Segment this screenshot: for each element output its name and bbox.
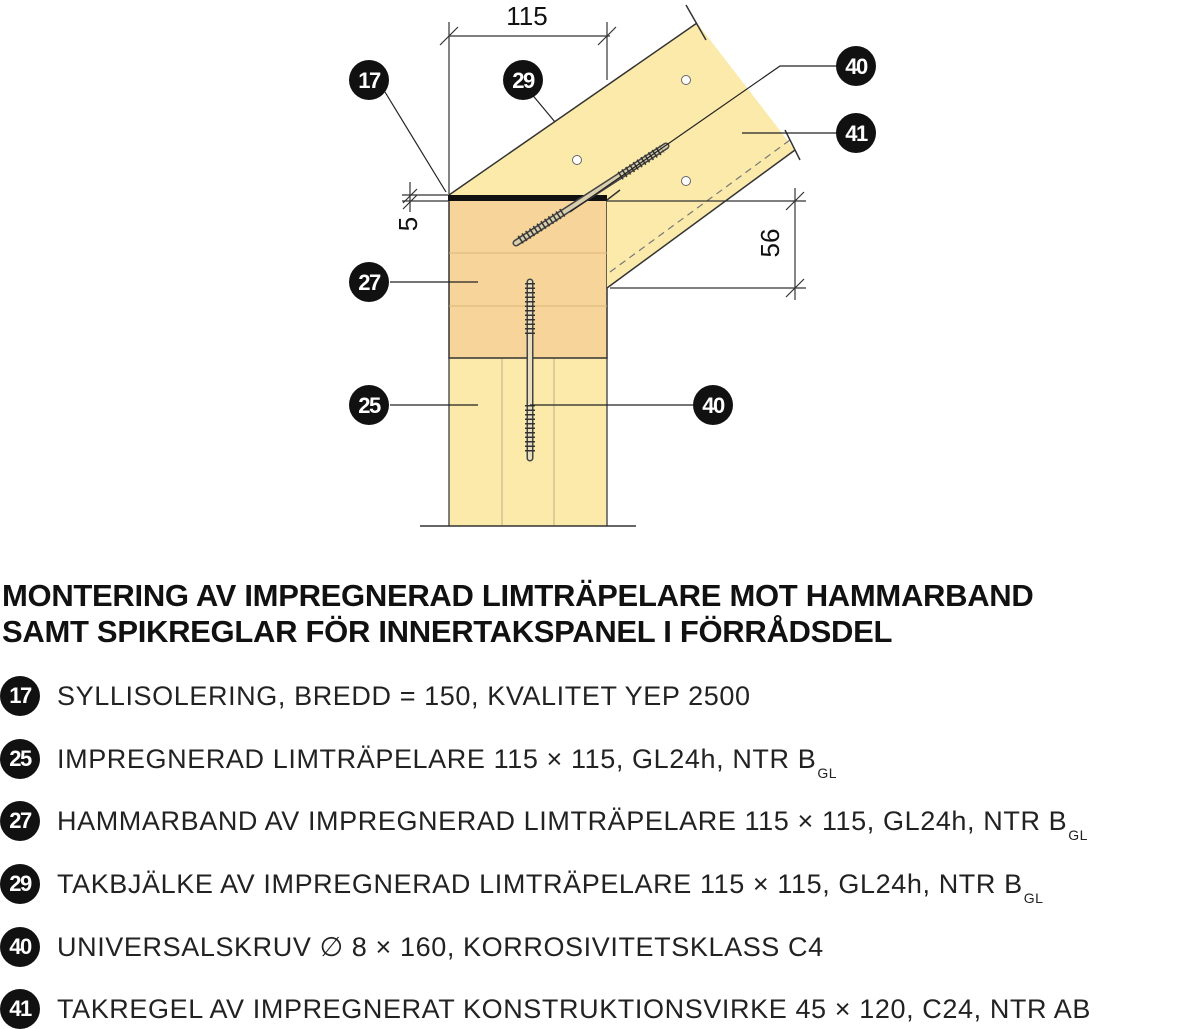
svg-text:41: 41 xyxy=(845,121,867,146)
title-line-2: SAMT SPIKREGLAR FÖR INNERTAKSPANEL I FÖRRÅDSDEL xyxy=(2,614,893,649)
callout-40-bottom xyxy=(693,385,733,425)
callout-29 xyxy=(503,60,543,100)
callout-41 xyxy=(836,113,876,153)
dowel-hole xyxy=(682,76,691,85)
legend-subscript: GL xyxy=(817,764,838,781)
legend-label: TAKREGEL AV IMPREGNERAT KONSTRUKTIONSVIRKE 45 × 120, C24, NTR AB xyxy=(57,993,1091,1024)
legend-label: HAMMARBAND AV IMPREGNERAD LIMTRÄPELARE 115 × 115, GL24h, NTR B xyxy=(57,805,1068,836)
svg-text:27: 27 xyxy=(358,270,380,295)
dimension-115-label: 115 xyxy=(506,1,548,31)
legend-item-29 xyxy=(0,864,1043,904)
callout-27 xyxy=(349,262,389,302)
legend-label: TAKBJÄLKE AV IMPREGNERAD LIMTRÄPELARE 115 × 115, GL24h, NTR B xyxy=(57,868,1023,899)
legend-badge: 27 xyxy=(0,801,40,841)
title-line-1: MONTERING AV IMPREGNERAD LIMTRÄPELARE MOT HAMMARBAND xyxy=(2,578,1034,613)
legend-subscript: GL xyxy=(1068,826,1088,843)
legend-badge: 17 xyxy=(0,676,40,716)
legend-label: SYLLISOLERING, BREDD = 150, KVALITET YEP 2500 xyxy=(57,680,751,711)
legend-text xyxy=(57,805,1088,843)
svg-text:25: 25 xyxy=(358,393,380,418)
legend-subscript: GL xyxy=(1023,889,1044,906)
svg-text:17: 17 xyxy=(358,68,380,93)
legend-text xyxy=(57,868,1044,906)
legend-label: UNIVERSALSKRUV ∅ 8 × 160, KORROSIVITETSKLASS C4 xyxy=(57,931,824,962)
legend-label: IMPREGNERAD LIMTRÄPELARE 115 × 115, GL24h, NTR B xyxy=(57,743,817,774)
legend-text xyxy=(57,932,824,963)
legend-badge: 41 xyxy=(0,989,40,1029)
callout-40-top xyxy=(836,46,876,86)
legend-item-40 xyxy=(0,927,824,967)
legend-item-25 xyxy=(0,739,837,779)
dimension-56-label: 56 xyxy=(754,228,785,258)
callout-17 xyxy=(349,60,389,100)
svg-text:40: 40 xyxy=(845,54,867,79)
legend-item-27 xyxy=(0,801,1088,841)
dowel-hole xyxy=(573,156,582,165)
legend-text xyxy=(57,994,1091,1025)
svg-text:40: 40 xyxy=(702,393,724,418)
dimension-5-label: 5 xyxy=(392,216,423,232)
detail-title xyxy=(2,578,1192,650)
legend-item-17 xyxy=(0,676,751,716)
legend-item-41 xyxy=(0,989,1091,1029)
legend-text xyxy=(57,743,838,781)
legend-text xyxy=(57,681,751,712)
legend-badge: 29 xyxy=(0,864,40,904)
svg-text:29: 29 xyxy=(512,68,534,93)
dimension-5 xyxy=(402,182,448,212)
legend-badge: 25 xyxy=(0,739,40,779)
legend-badge: 40 xyxy=(0,927,40,967)
callout-25 xyxy=(349,385,389,425)
dowel-hole xyxy=(682,177,691,186)
